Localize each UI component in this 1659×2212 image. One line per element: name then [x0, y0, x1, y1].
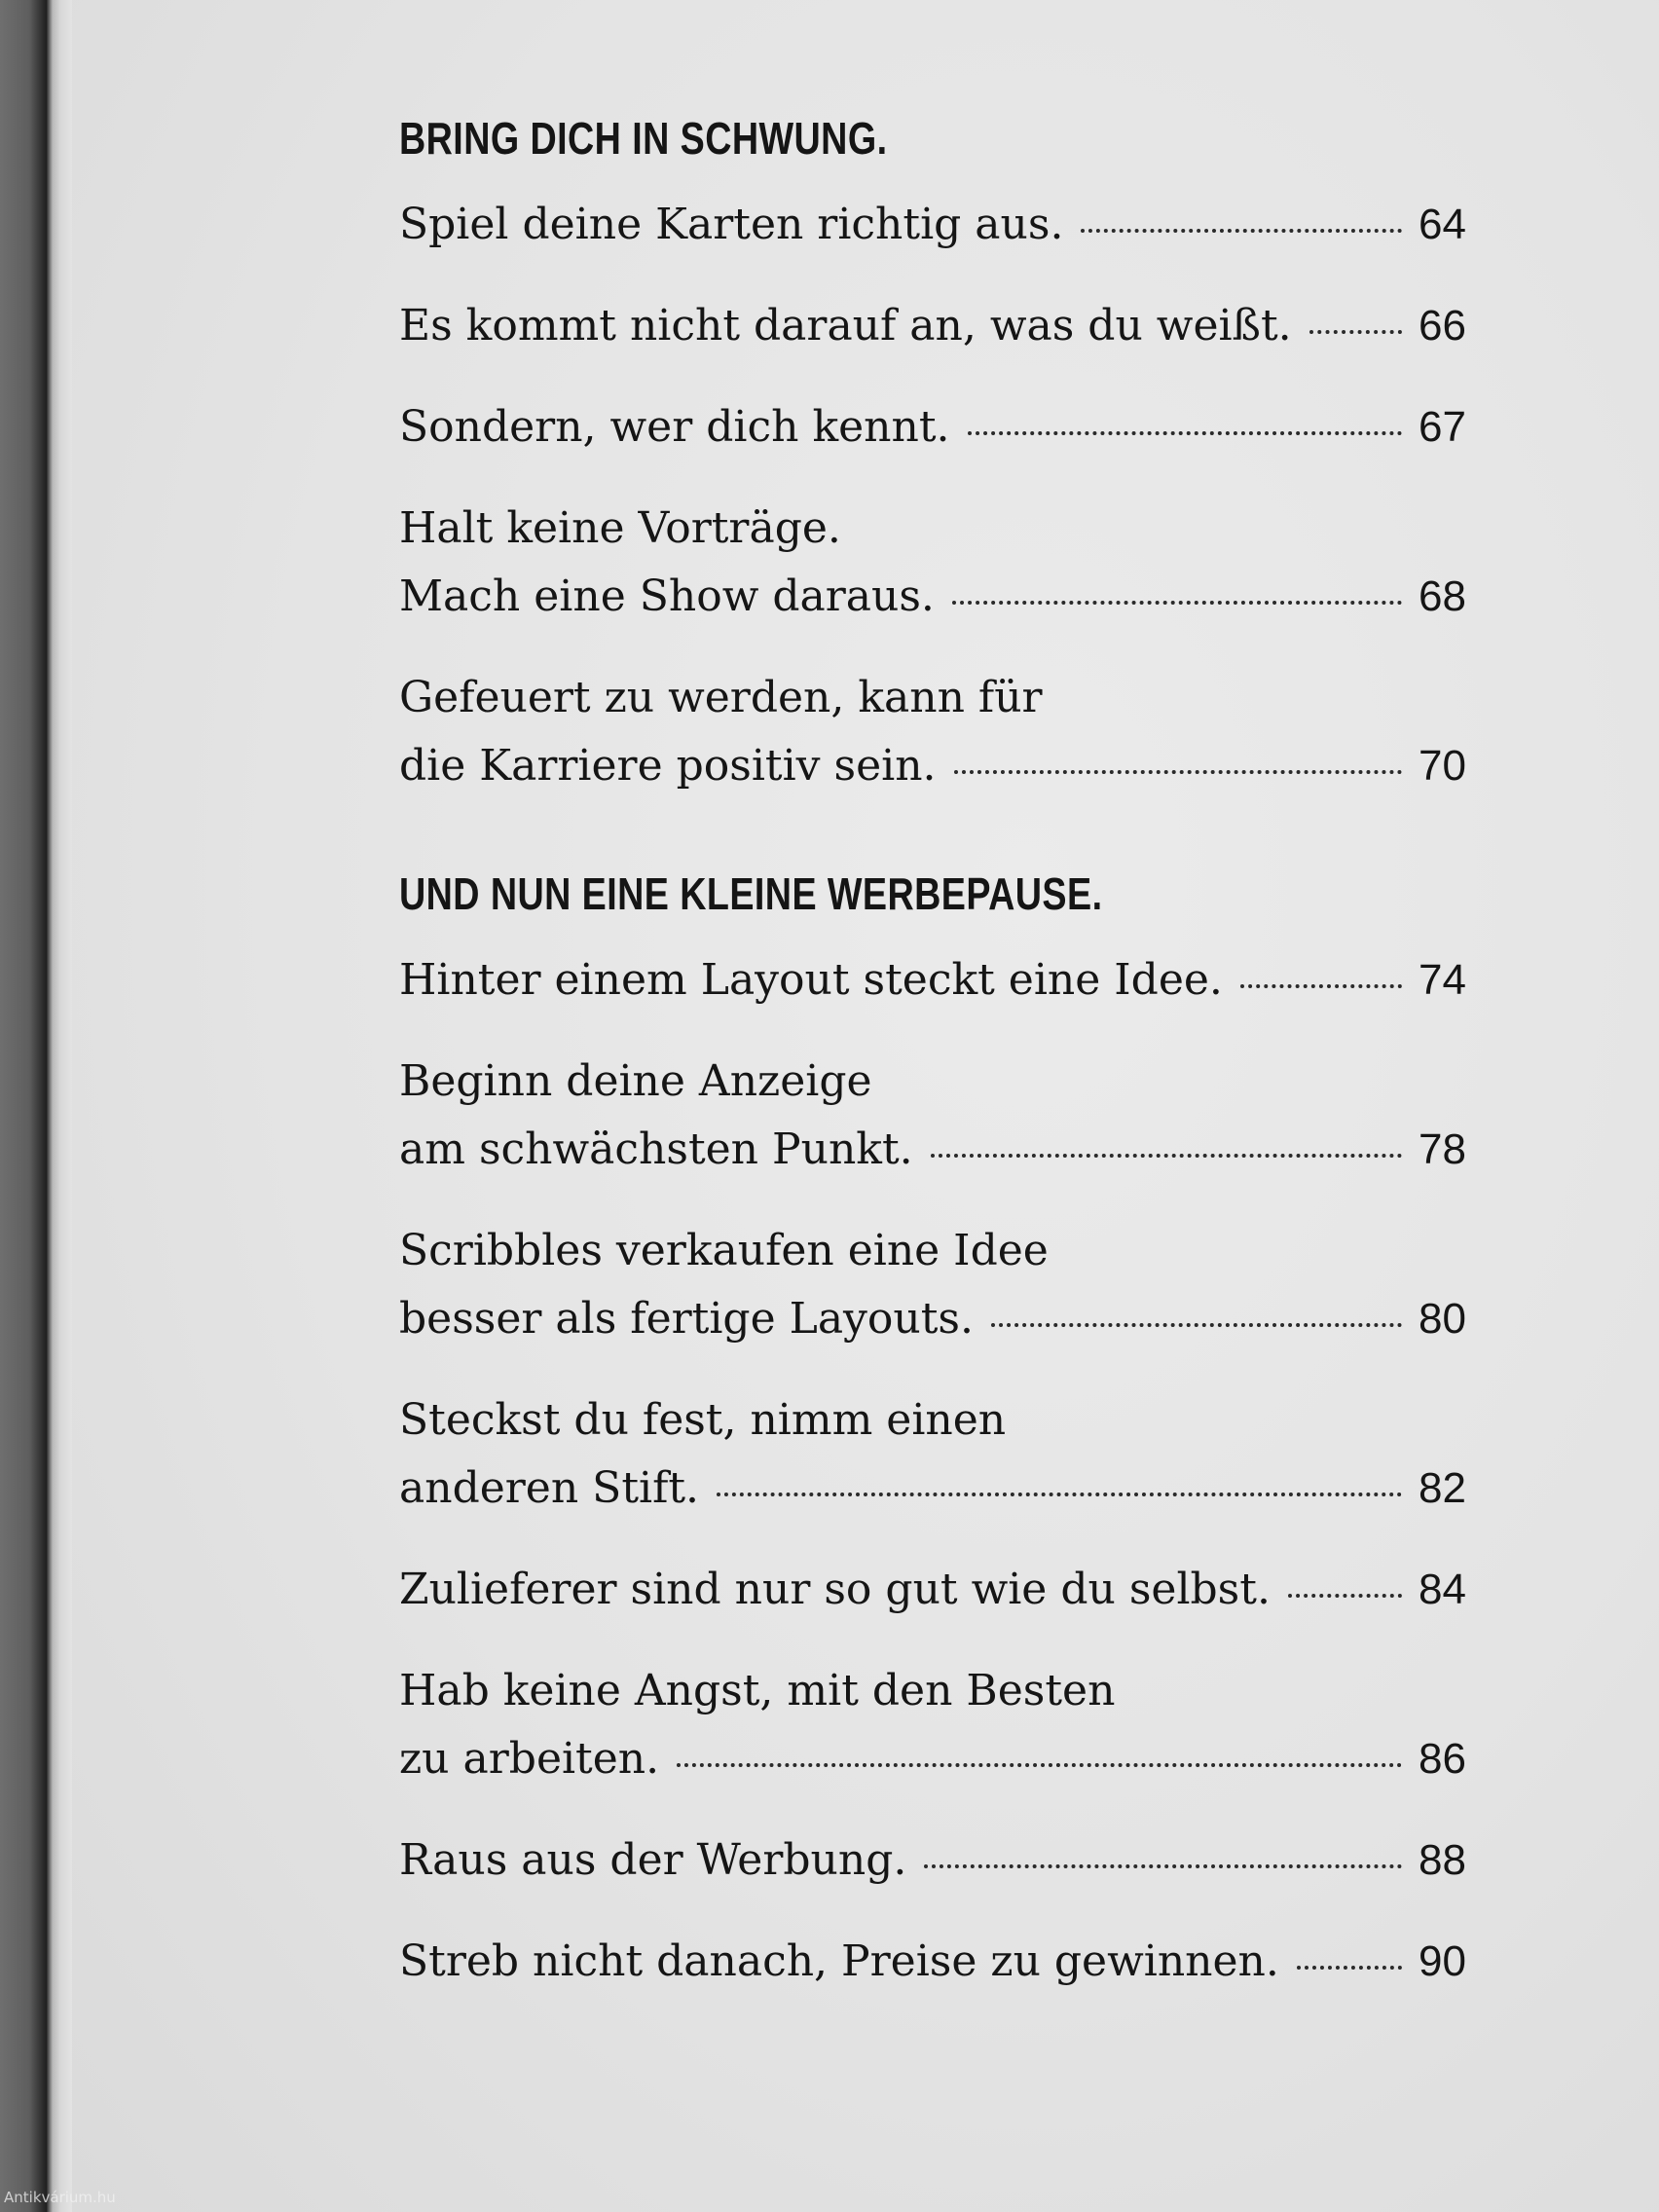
- entry-title-line1: Scribbles verkaufen eine Idee: [399, 1226, 1049, 1275]
- toc-list: [399, 191, 1466, 800]
- dot-leader: [924, 1864, 1402, 1868]
- dot-leader: [717, 1493, 1402, 1496]
- entry-title-line1: Hab keine Angst, mit den Besten: [399, 1666, 1116, 1715]
- page-number: 64: [1419, 201, 1466, 248]
- page-number: 88: [1419, 1836, 1466, 1884]
- entry-title: Sondern, wer dich kennt.: [399, 402, 950, 452]
- entry-title: Hinter einem Layout steckt eine Idee.: [399, 955, 1223, 1005]
- section-heading: UND NUN EINE KLEINE WERBEPAUSE.: [399, 868, 1103, 919]
- entry-title-line1: Halt keine Vorträge.: [399, 503, 841, 553]
- entry-title-line1: Beginn deine Anzeige: [399, 1056, 872, 1106]
- entry-title: Zulieferer sind nur so gut wie du selbst.: [399, 1565, 1271, 1614]
- page-number: 67: [1419, 403, 1466, 451]
- entry-title-line1: Steckst du fest, nimm einen: [399, 1395, 1007, 1445]
- toc-section: [399, 863, 1466, 1996]
- entry-title: Mach eine Show daraus.: [399, 571, 935, 621]
- page-number: 80: [1419, 1295, 1466, 1343]
- watermark-text: Antikvárium.hu: [4, 2189, 116, 2206]
- entry-title: zu arbeiten.: [399, 1734, 660, 1784]
- entry-title: Raus aus der Werbung.: [399, 1835, 907, 1885]
- toc-entry: [399, 1386, 1466, 1523]
- page-number: 74: [1419, 956, 1466, 1004]
- book-spine: [0, 0, 47, 2212]
- dot-leader: [1081, 229, 1402, 233]
- toc-entry: [399, 1217, 1466, 1353]
- page-number: 66: [1419, 302, 1466, 350]
- entry-title: Es kommt nicht darauf an, was du weißt.: [399, 301, 1292, 350]
- entry-title: am schwächsten Punkt.: [399, 1124, 913, 1174]
- entry-title: anderen Stift.: [399, 1463, 700, 1513]
- page-number: 68: [1419, 572, 1466, 620]
- entry-title: die Karriere positiv sein.: [399, 741, 937, 791]
- page-gutter: [47, 0, 72, 2212]
- toc-list: [399, 946, 1466, 1996]
- dot-leader: [1309, 330, 1402, 334]
- dot-leader: [1297, 1966, 1402, 1970]
- entry-title-line1: Gefeuert zu werden, kann für: [399, 673, 1043, 722]
- dot-leader: [954, 770, 1402, 774]
- dot-leader: [991, 1323, 1402, 1327]
- page-number: 86: [1419, 1735, 1466, 1783]
- toc-entry: [399, 191, 1466, 259]
- dot-leader: [1240, 984, 1402, 988]
- toc-section: [399, 107, 1466, 800]
- toc-entry: [399, 1657, 1466, 1793]
- dot-leader: [931, 1154, 1402, 1158]
- page-number: 70: [1419, 742, 1466, 790]
- entry-title: besser als fertige Layouts.: [399, 1294, 974, 1344]
- toc-entry: [399, 1556, 1466, 1624]
- page-number: 82: [1419, 1464, 1466, 1512]
- toc-entry: [399, 495, 1466, 631]
- toc-entry: [399, 1928, 1466, 1996]
- dot-leader: [952, 601, 1402, 605]
- dot-leader: [1288, 1594, 1402, 1598]
- toc-entry: [399, 292, 1466, 360]
- toc-entry: [399, 1826, 1466, 1895]
- entry-title: Streb nicht danach, Preise zu gewinnen.: [399, 1936, 1279, 1986]
- dot-leader: [968, 431, 1403, 435]
- table-of-contents: [399, 107, 1466, 2029]
- page-number: 90: [1419, 1937, 1466, 1985]
- page-number: 78: [1419, 1125, 1466, 1173]
- toc-entry: [399, 393, 1466, 461]
- section-heading: BRING DICH IN SCHWUNG.: [399, 113, 888, 164]
- page-number: 84: [1419, 1566, 1466, 1613]
- dot-leader: [677, 1763, 1402, 1767]
- toc-entry: [399, 664, 1466, 800]
- toc-entry: [399, 1048, 1466, 1184]
- entry-title: Spiel deine Karten richtig aus.: [399, 200, 1064, 249]
- toc-entry: [399, 946, 1466, 1014]
